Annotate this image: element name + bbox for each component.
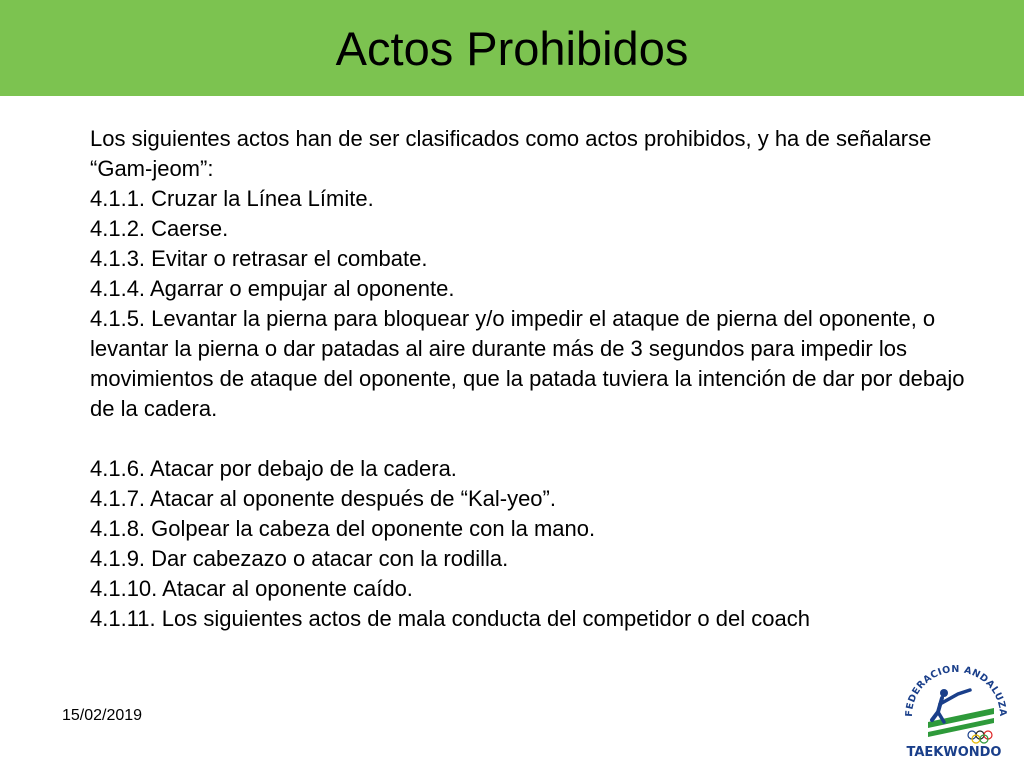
list-item: 4.1.9. Dar cabezazo o atacar con la rodilla. xyxy=(90,546,509,571)
intro-paragraph: Los siguientes actos han de ser clasificados como actos prohibidos, y ha de señalarse “Gam-jeom”: xyxy=(90,126,932,181)
logo-arc-text: FEDERACION ANDALUZA xyxy=(903,663,1009,718)
title-bar xyxy=(0,0,1024,96)
slide-body xyxy=(90,124,970,634)
slide-date: 15/02/2019 xyxy=(62,707,143,724)
spacer xyxy=(90,424,970,454)
taekwondo-federation-logo-icon xyxy=(898,660,1010,760)
list-item: 4.1.7. Atacar al oponente después de “Kal-yeo”. xyxy=(90,486,556,511)
logo-bottom-text: TAEKWONDO xyxy=(906,745,1002,760)
slide-title: Actos Prohibidos xyxy=(335,22,689,75)
list-item: 4.1.6. Atacar por debajo de la cadera. xyxy=(90,456,457,481)
list-item: 4.1.1. Cruzar la Línea Límite. xyxy=(90,186,374,211)
list-item: 4.1.11. Los siguientes actos de mala conducta del competidor o del coach xyxy=(90,606,810,631)
list-item: 4.1.2. Caerse. xyxy=(90,216,229,241)
list-item: 4.1.4. Agarrar o empujar al oponente. xyxy=(90,276,455,301)
list-item: 4.1.3. Evitar o retrasar el combate. xyxy=(90,246,428,271)
list-item: 4.1.10. Atacar al oponente caído. xyxy=(90,576,413,601)
list-item: 4.1.5. Levantar la pierna para bloquear y/o impedir el ataque de pierna del oponente, o levantar la pierna o dar patadas al aire durante más de 3 segundos para impedir los movimientos de ataque del oponente, que la patada tuviera la intención de dar por debajo de la cadera. xyxy=(90,306,965,421)
list-item: 4.1.8. Golpear la cabeza del oponente con la mano. xyxy=(90,516,596,541)
